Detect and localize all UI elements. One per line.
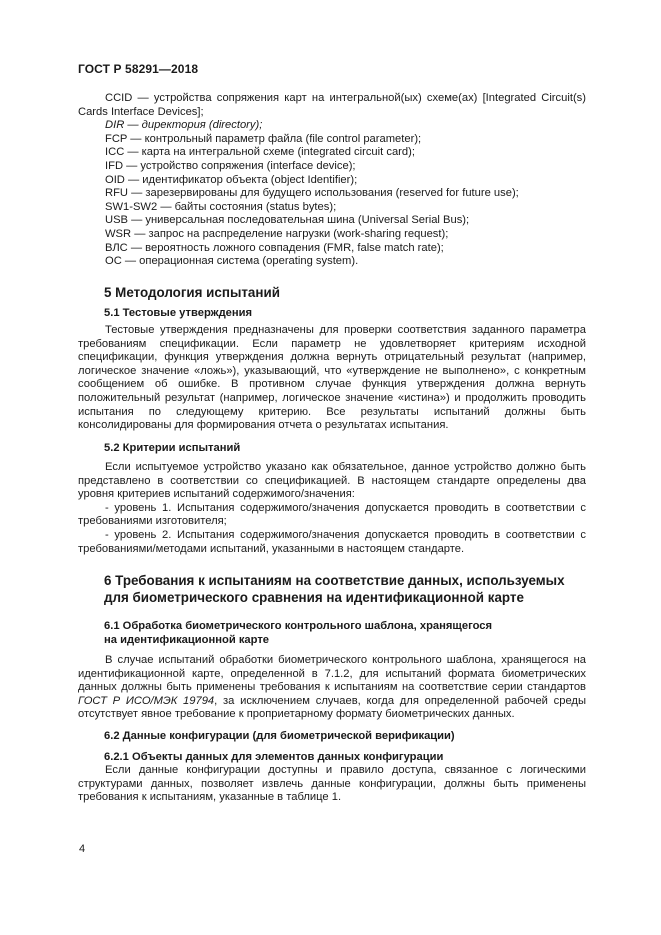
- page-number: 4: [79, 843, 86, 855]
- abbreviation-item: IFD — устройство сопряжения (interface device);: [105, 159, 356, 172]
- abbreviation-item: OID — идентификатор объекта (object Identifier);: [105, 173, 358, 186]
- section-6-heading-line1: 6 Требования к испытаниям на соответствие данных, используемых: [104, 573, 565, 588]
- abbreviation-item: ОС — операционная система (operating system).: [105, 255, 359, 268]
- list-item: - уровень 1. Испытания содержимого/значения допускается проводить в соответствии с требованиями изготовителя;: [78, 501, 586, 528]
- abbreviation-item: FCP — контрольный параметр файла (file control parameter);: [105, 132, 422, 145]
- section-6-heading-line2: для биометрического сравнения на идентификационной карте: [104, 590, 524, 605]
- abbreviation-item: CCID — устройства сопряжения карт на интегральной(ых) схеме(ах) [Integrated Circuit(s) Cards Interface Devices];: [78, 92, 586, 118]
- document-id-header: ГОСТ Р 58291—2018: [78, 62, 199, 76]
- abbreviation-item: RFU — зарезервированы для будущего использования (reserved for future use);: [105, 187, 519, 200]
- paragraph: Тестовые утверждения предназначены для проверки соответствия заданного параметра требованиям спецификации. Если параметр не удовлетворяет критериям исходной спецификации, функция утверждения должна вернуть отрицательный результат (например, логическое значение «ложь»), указывающий, что «утверждение не выполнено», с конкретным сообщением об ошибке. В противном случае функция утверждения должна вернуть положительный результат (например, логическое значение «истина») и продолжить проводить испытания по следующему критерию. Все результаты испытаний должны быть консолидированы для формирования отчета о результатах испытания.: [78, 324, 586, 432]
- text-run: В случае испытаний обработки биометрического контрольного шаблона, хранящегося на идентификационной карте, определенной в 7.1.2, для испытаний формата биометрических данных должны быть применены требования к испытаниям на соответствие серии стандартов: [78, 654, 586, 694]
- abbreviations-list: [78, 92, 586, 269]
- paragraph: [78, 654, 586, 722]
- section-6-1-body: [78, 654, 586, 722]
- abbreviation-item: SW1-SW2 — байты состояния (status bytes);: [105, 200, 337, 213]
- paragraph: Если испытуемое устройство указано как обязательное, данное устройство должно быть представлено в соответствии со спецификацией. В настоящем стандарте определены два уровня критериев испытаний содержимого/значения:: [78, 461, 586, 501]
- section-6-2-1-body: [78, 764, 586, 805]
- section-6-1-heading-line2: на идентификационной карте: [104, 633, 270, 646]
- section-6-2-1-heading: 6.2.1 Объекты данных для элементов данных конфигурации: [104, 751, 444, 763]
- section-5-1-body: [78, 324, 586, 433]
- list-item: - уровень 2. Испытания содержимого/значения допускается проводить в соответствии с требованиями/методами испытаний, указанными в настоящем стандарте.: [78, 528, 586, 555]
- section-6-heading: [104, 572, 565, 606]
- text-run: , за исключением случаев, когда для определенной рабочей среды отсутствует явное требование к проприетарному формату биометрических данных.: [78, 694, 586, 721]
- section-5-heading: 5 Методология испытаний: [104, 285, 280, 300]
- paragraph: Если данные конфигурации доступны и правило доступа, связанное с логическими структурами данных, позволяет извлечь данные конфигурации, должны быть применены требования к испытаниям, указанные в таблице 1.: [78, 764, 586, 804]
- section-6-1-heading-line1: 6.1 Обработка биометрического контрольного шаблона, хранящегося: [104, 620, 493, 632]
- standard-reference: ГОСТ Р ИСО/МЭК 19794: [78, 694, 215, 707]
- section-5-2-heading: 5.2 Критерии испытаний: [104, 442, 241, 454]
- section-6-2-heading: 6.2 Данные конфигурации (для биометрической верификации): [104, 730, 455, 742]
- section-5-2-body: [78, 461, 586, 556]
- section-5-1-heading: 5.1 Тестовые утверждения: [104, 307, 253, 319]
- abbreviation-item: USB — универсальная последовательная шина (Universal Serial Bus);: [105, 214, 470, 227]
- section-6-1-heading: [104, 620, 492, 648]
- abbreviation-item: ICC — карта на интегральной схеме (integrated circuit card);: [105, 146, 415, 159]
- abbreviation-item: ВЛС — вероятность ложного совпадения (FMR, false match rate);: [105, 241, 444, 254]
- abbreviation-item: WSR — запрос на распределение нагрузки (work-sharing request);: [105, 227, 449, 240]
- abbreviation-item: DIR — директория (directory);: [105, 119, 263, 132]
